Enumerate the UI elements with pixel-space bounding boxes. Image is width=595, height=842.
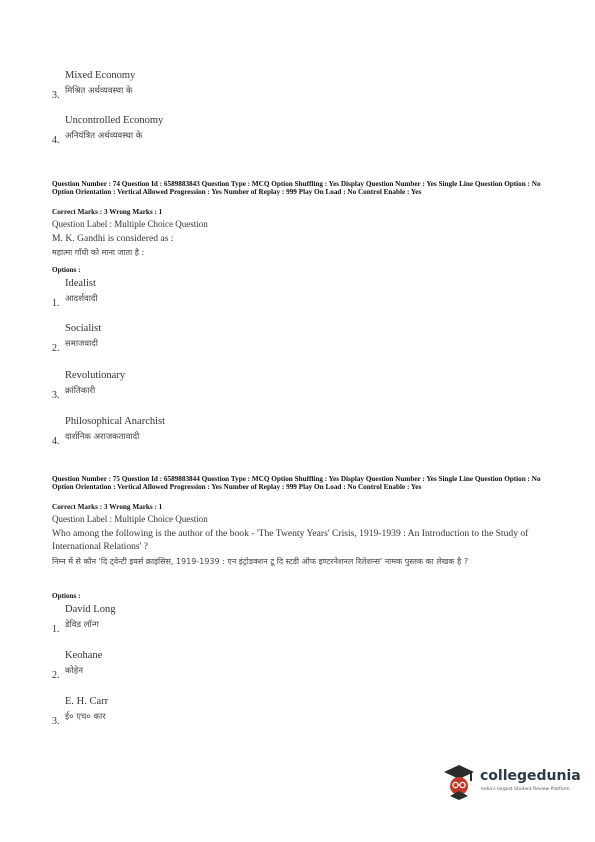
option-number: 2.	[52, 670, 60, 681]
option-text-hi: ई० एच० कार	[65, 712, 106, 722]
option-text-en: David Long	[65, 604, 116, 615]
options-label: Options :	[52, 266, 81, 274]
option-text-en: Uncontrolled Economy	[65, 115, 164, 126]
question-text-hi: महात्मा गाँधी को माना जाता है :	[52, 248, 145, 257]
option-text-hi: क्रांतिकारी	[65, 386, 96, 396]
question-marks: Correct Marks : 3 Wrong Marks : 1	[52, 503, 163, 511]
option-number: 2.	[52, 343, 60, 354]
logo-wordmark: collegedunia	[480, 768, 581, 784]
option-text-hi: समाजवादी	[65, 339, 98, 349]
option-number: 3.	[52, 390, 60, 401]
option-number: 4.	[52, 135, 60, 146]
option-number: 1.	[52, 624, 60, 635]
option-text-en: E. H. Carr	[65, 696, 109, 707]
question-text-en: Who among the following is the author of the book - 'The Twenty Years' Crisis, 1919-1939 : An Introduction to the Study of International Relations' ?	[52, 528, 529, 552]
question-text-en: M. K. Gandhi is considered as :	[52, 233, 174, 244]
option-text-en: Keohane	[65, 650, 103, 661]
option-text-hi: डेविड लॉन्ग	[65, 620, 99, 630]
option-number: 4.	[52, 436, 60, 447]
options-label: Options :	[52, 592, 81, 600]
collegedunia-logo	[440, 760, 585, 800]
question-meta: Question Number : 75 Question Id : 6589883844 Question Type : MCQ Option Shuffling : Yes Display Question Number : Yes Single Line Question Option : No Option Orientation : Vertical Allowed Progression : Yes Number of Replay : 999 Play On Load : No Control Enable : Yes	[52, 475, 541, 492]
option-text-en: Revolutionary	[65, 370, 126, 381]
option-number: 1.	[52, 298, 60, 309]
question-text-hi: निम्न में से कौन 'दि ट्वेन्टी इयर्स क्राइसिस, 1919-1939 : एन इंट्रोडक्शन टू दि स्टडी ऑफ इण्टरनेशनल रिलेशन्स' नामक पुस्तक का लेखक है ?	[52, 557, 469, 566]
graduation-cap-mascot-icon	[440, 760, 478, 800]
question-marks: Correct Marks : 3 Wrong Marks : 1	[52, 208, 163, 216]
option-number: 3.	[52, 716, 60, 727]
option-text-en: Philosophical Anarchist	[65, 416, 166, 427]
option-text-hi: मिश्रित अर्थव्यवस्था के	[65, 86, 133, 96]
option-number: 3.	[52, 90, 60, 101]
option-text-hi: दार्शनिक अराजकतावादी	[65, 432, 140, 442]
option-text-en: Idealist	[65, 278, 96, 289]
logo-tagline: India's largest Student Review Platform	[481, 787, 570, 792]
option-text-hi: आदर्शवादी	[65, 294, 98, 304]
question-label: Question Label : Multiple Choice Question	[52, 219, 208, 229]
option-text-en: Socialist	[65, 323, 102, 334]
option-text-hi: कोहेन	[65, 666, 83, 676]
question-label: Question Label : Multiple Choice Question	[52, 514, 208, 524]
option-text-hi: अनियंत्रित अर्थव्यवस्था के	[65, 131, 143, 141]
option-text-en: Mixed Economy	[65, 70, 136, 81]
question-meta: Question Number : 74 Question Id : 6589883843 Question Type : MCQ Option Shuffling : Yes Display Question Number : Yes Single Line Question Option : No Option Orientation : Vertical Allowed Progression : Yes Number of Replay : 999 Play On Load : No Control Enable : Yes	[52, 180, 541, 197]
